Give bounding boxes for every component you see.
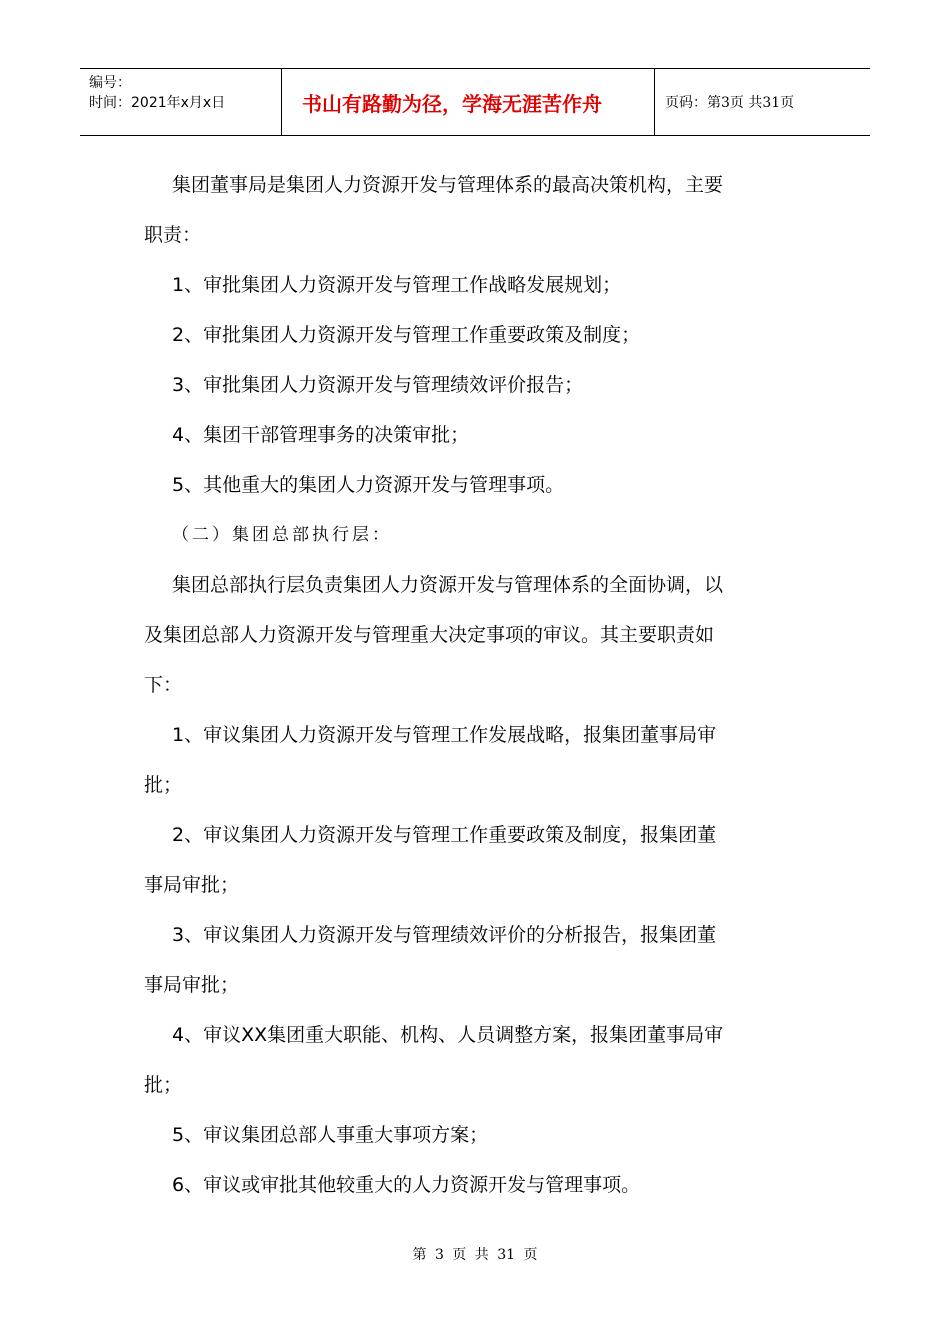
body-line: 职责： [144,224,202,246]
header-motto: 书山有路勤为径，学海无涯苦作舟 [282,69,655,135]
document-number-label: 编号： [89,75,131,91]
body-line: 批； [144,1074,183,1096]
body-line: 4、审议XX集团重大职能、机构、人员调整方案，报集团董事局审 [172,1024,724,1046]
body-line: 事局审批； [144,974,240,996]
page-header [80,68,870,136]
section-heading: （二）集团总部执行层： [172,525,392,545]
header-page-info: 页码：第3页 共31页 [665,95,795,111]
body-line: 3、审议集团人力资源开发与管理绩效评价的分析报告，报集团董 [172,924,717,946]
body-line: 5、审议集团总部人事重大事项方案； [172,1124,489,1146]
page-footer: 第 3 页 共 31 页 [412,1247,538,1263]
body-line: 批； [144,774,183,796]
header-meta [80,69,282,135]
body-line: 1、审批集团人力资源开发与管理工作战略发展规划； [172,274,622,296]
document-date: 时间：2021年x月x日 [89,95,226,111]
body-line: 下： [144,674,183,696]
body-line: 4、集团干部管理事务的决策审批； [172,424,470,446]
body-line: 6、审议或审批其他较重大的人力资源开发与管理事项。 [172,1174,641,1196]
body-line: 及集团总部人力资源开发与管理重大决定事项的审议。其主要职责如 [144,624,715,646]
body-line: 事局审批； [144,874,240,896]
document-body [144,160,812,1210]
body-line: 集团总部执行层负责集团人力资源开发与管理体系的全面协调，以 [172,574,724,596]
body-line: 3、审批集团人力资源开发与管理绩效评价报告； [172,374,584,396]
body-line: 2、审议集团人力资源开发与管理工作重要政策及制度，报集团董 [172,824,717,846]
body-line: 集团董事局是集团人力资源开发与管理体系的最高决策机构，主要 [172,174,724,196]
body-line: 1、审议集团人力资源开发与管理工作发展战略，报集团董事局审 [172,724,717,746]
body-line: 2、审批集团人力资源开发与管理工作重要政策及制度； [172,324,641,346]
body-line: 5、其他重大的集团人力资源开发与管理事项。 [172,474,565,496]
